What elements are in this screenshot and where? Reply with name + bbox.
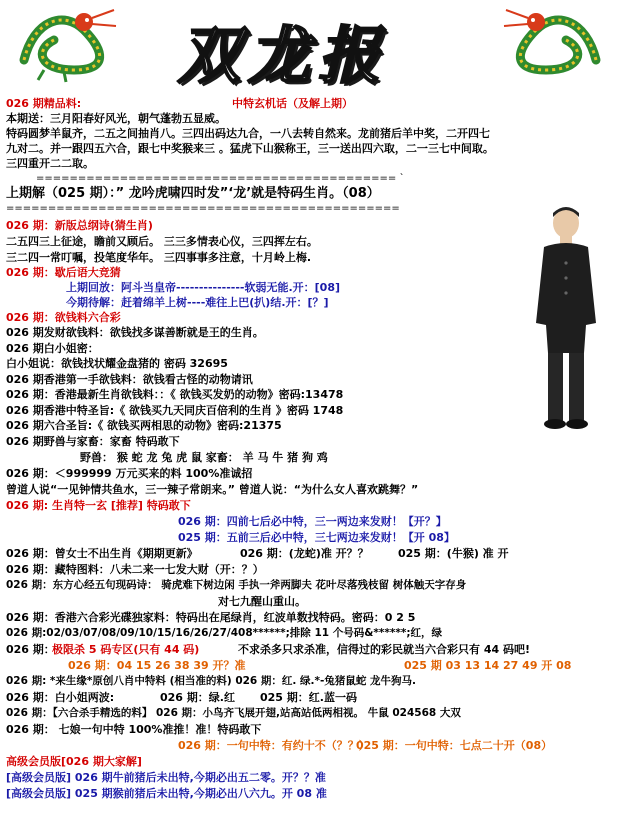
text-line: 026 期：香港最新生肖欲钱料：：《 欲钱买发奶的动物》密码:13478 — [6, 388, 344, 401]
text-line: 025 期 03 13 14 27 49 开 08 — [404, 659, 572, 672]
text-line: 025 期：五前三后必中特，三七两边来发财！【开 08】 — [178, 531, 455, 544]
text-line: 026 期香港第一手欲钱料：欲钱看古怪的动物请讯 — [6, 373, 253, 386]
text-line: 025 期：一句中特：七点二十开（08） — [356, 739, 553, 752]
text-line: 特码圆梦羊鼠齐，二五之间抽肖八。三四出码达九合，一八去转自然来。龙前猪后羊中奖，二开四七 — [6, 127, 490, 140]
text-line: 026 期：(龙蛇)准 开？？ — [240, 547, 369, 560]
text-line: 026 期：藏特图料：八未二来一七发大财（开：？） — [6, 563, 264, 576]
text-line: 026 期六合圣旨:《 欲钱买两相思的动物》密码:21375 — [6, 419, 282, 432]
text-line: 026 期白小姐密： — [6, 342, 99, 355]
separator: =============================================== — [6, 203, 400, 214]
text-line: 三二四一常叮嘱，投笔度华年。 三四事事多注意，十月岭上梅. — [6, 251, 312, 264]
separator: =========================================== ` — [36, 173, 405, 184]
text-line: 不求杀多只求杀准，信得过的彩民就当六合彩只有 44 码吧! — [238, 643, 530, 656]
text-line: 上期回放：阿斗当皇帝---------------软弱无能.开：[08] — [66, 281, 341, 294]
text-line: 九对二。并一跟四五六合，跟七中奖猴来三 。猛虎下山猴称王，三一送出四六取，二一三七中间取。 — [6, 142, 494, 155]
text-line: 026 期:02/03/07/08/09/10/15/16/26/27/408******;排除 11 个号码&******;红，绿 — [6, 627, 443, 639]
text-line: 对七九醒山重山。 — [218, 595, 306, 608]
text-line: [高级会员版] 026 期牛前猪后未出特,今期必出五二零。开？？准 — [6, 771, 326, 784]
text-line: [高级会员版] 025 期猴前猪后未出特,今期必出八六九。开 08 准 — [6, 787, 327, 800]
dragon-left-icon — [14, 0, 122, 84]
section-subheader: 中特玄机话（及解上期） — [232, 97, 353, 110]
text-line: 026 期：绿.红 — [160, 691, 235, 704]
text-line: 026 期发财欲钱料：欲钱找多谋善断就是王的生肖。 — [6, 326, 264, 339]
text-line: 026 期野兽与家畜：家畜 特码敢下 — [6, 435, 180, 448]
text-line: 026 期：【六合杀手精选的料】 026 期：小鸟齐飞展开翅,站高站低两相视。 牛鼠 024568 大双 — [6, 707, 461, 719]
text-line: 026 期：四前七后必中特，三一两边来发财！【开？】 — [178, 515, 447, 528]
text-line: 026 期：04 15 26 38 39 开？准 — [68, 659, 246, 672]
section-header: 026 期：欲钱料六合彩 — [6, 311, 121, 324]
section-header: 026 期：新版总纲诗(猜生肖) — [6, 219, 153, 232]
section-header: 026 期：歇后语大竞猜 — [6, 266, 121, 279]
dragon-right-icon — [498, 0, 606, 84]
page-title: 双龙报 — [178, 19, 389, 92]
text-line: 026 期：＜999999 万元买来的料 100%准诚招 — [6, 467, 253, 480]
text-line: 二五四三上征途，瞻前又顾后。 三三多情表心仪，三四挥左右。 — [6, 235, 318, 248]
text-line: 今期待解：赶着绵羊上树----难往上巴(扒)结.开：[？] — [66, 296, 329, 309]
text-line: 026 期：白小姐两波: — [6, 691, 115, 704]
text-line: 白小姐说：欲钱找状耀金盘猪的 密码 32695 — [6, 357, 228, 370]
text-line: 三四重开二二取。 — [6, 157, 94, 170]
text-line: 026 期: *来生缘*原创八肖中特料 (相当准的料) 026 期：红. 绿.*-兔猪鼠蛇 龙牛狗马. — [6, 675, 417, 687]
text-line: 026 期：香港六合彩光碟独家料：特码出在尾绿肖，红波单数找特码。密码：0 2 5 — [6, 611, 416, 624]
text-line: 025 期：(牛猴) 准 开 — [398, 547, 509, 560]
text-line: 上期解（025 期）：” 龙吟虎啸四时发”‘龙’就是特码生肖。（08） — [6, 186, 380, 201]
text-line: 025 期：红.蓝一码 — [260, 691, 357, 704]
section-header: 026 期精品料: — [6, 97, 82, 110]
text-line: 026 期： — [6, 643, 55, 656]
text-line: 026 期：东方心经五句现码诗： 骑虎难下树边闲 手执一斧两脚夫 花叶尽落残枝留 树体触天字存身 — [6, 579, 467, 591]
text-line: 曾道人说“一见钟情共鱼水，三一辣子常朗来。” 曾道人说：“为什么女人喜欢跳舞？” — [6, 483, 419, 496]
text-line: 本期送：三月阳春好风光，朝气蓬勃五显威。 — [6, 112, 226, 125]
text-line: 026 期：曾女士不出生肖《期期更新》 — [6, 547, 198, 560]
highlight-text: 极限杀 5 码专区(只有 44 码) — [52, 643, 200, 656]
text-line: 026 期： 七娘一句中特 100%准推！准！特码敢下 — [6, 723, 262, 736]
text-line: 026 期香港中特圣旨:《 欲钱买九天同庆百倍利的生肖 》密码 1748 — [6, 404, 344, 417]
man-figure-icon — [526, 203, 604, 431]
section-header: 高级会员版[026 期大家解] — [6, 755, 142, 768]
section-header: 026 期: 生肖特一玄 [推荐] 特码敢下 — [6, 499, 191, 512]
text-line: 026 期：一句中特：有约十不（？？） — [178, 739, 370, 752]
text-line: 野兽： 猴 蛇 龙 兔 虎 鼠 家畜： 羊 马 牛 猪 狗 鸡 — [80, 451, 328, 464]
